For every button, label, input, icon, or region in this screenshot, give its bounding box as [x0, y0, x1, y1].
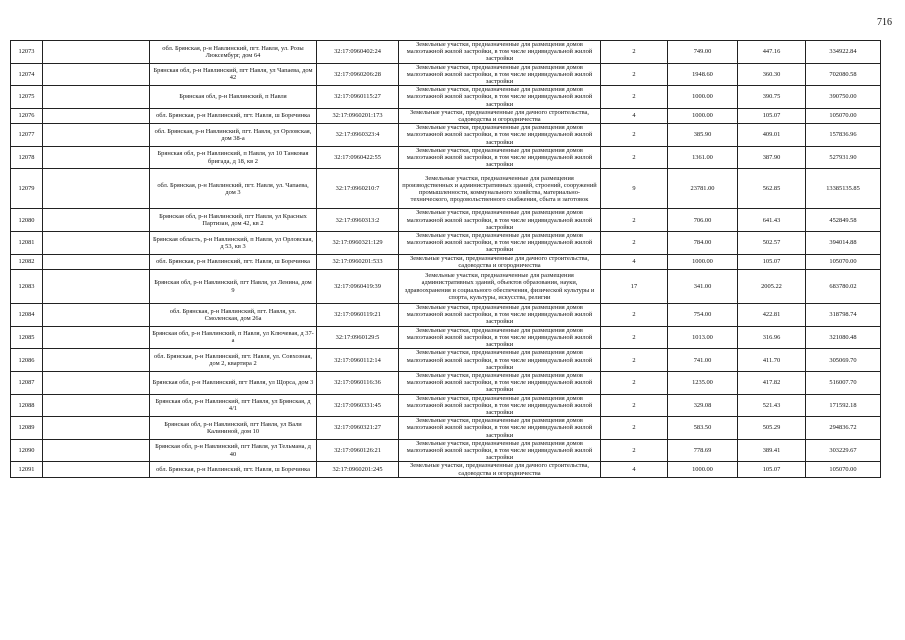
cell-cadastral-number: 32:17:0960129:5 [317, 326, 399, 349]
cell-use-group: 2 [601, 417, 668, 440]
cell-permitted-use: Земельные участки, предназначенные для размещения домов малоэтажной жилой застройки, в том числе индивидуальной жилой застройки [399, 326, 601, 349]
cell-blank [43, 371, 150, 394]
cell-blank [43, 394, 150, 417]
cell-specific-value: 422.81 [738, 304, 806, 327]
cell-cadastral-number: 32:17:0960331:45 [317, 394, 399, 417]
cell-permitted-use: Земельные участки, предназначенные для дачного строительства, садоводства и огородничества [399, 254, 601, 269]
cell-cadastral-value: 702080.58 [806, 63, 881, 86]
cell-use-group: 2 [601, 63, 668, 86]
cell-blank [43, 462, 150, 477]
table-row [11, 209, 881, 232]
cell-permitted-use: Земельные участки, предназначенные для размещения домов малоэтажной жилой застройки, в том числе индивидуальной жилой застройки [399, 394, 601, 417]
cell-cadastral-number: 32:17:0960201:173 [317, 108, 399, 123]
cell-specific-value: 641.43 [738, 209, 806, 232]
cell-row-number: 12073 [11, 41, 43, 64]
table-row [11, 394, 881, 417]
cell-permitted-use: Земельные участки, предназначенные для размещения домов малоэтажной жилой застройки, в том числе индивидуальной жилой застройки [399, 124, 601, 147]
cell-blank [43, 108, 150, 123]
cell-use-group: 2 [601, 394, 668, 417]
cell-cadastral-value: 157836.96 [806, 124, 881, 147]
cell-row-number: 12091 [11, 462, 43, 477]
cell-use-group: 4 [601, 254, 668, 269]
cell-blank [43, 41, 150, 64]
table-row [11, 349, 881, 372]
cell-area: 749.00 [668, 41, 738, 64]
cell-cadastral-value: 105070.00 [806, 254, 881, 269]
cell-blank [43, 146, 150, 169]
cell-blank [43, 254, 150, 269]
cell-specific-value: 387.90 [738, 146, 806, 169]
cell-cadastral-number: 32:17:0960210:7 [317, 169, 399, 209]
cell-permitted-use: Земельные участки, предназначенные для размещения административных зданий, объектов образования, науки, здравоохранения и социального обеспечения, физической культуры и спорта, культуры, искусства, религии [399, 270, 601, 304]
cell-row-number: 12081 [11, 232, 43, 255]
cell-specific-value: 409.01 [738, 124, 806, 147]
cell-row-number: 12089 [11, 417, 43, 440]
table-row [11, 124, 881, 147]
cell-cadastral-value: 171592.18 [806, 394, 881, 417]
cell-area: 1000.00 [668, 86, 738, 109]
cell-specific-value: 411.70 [738, 349, 806, 372]
cell-specific-value: 105.07 [738, 462, 806, 477]
cell-use-group: 17 [601, 270, 668, 304]
cell-area: 784.00 [668, 232, 738, 255]
cell-use-group: 2 [601, 349, 668, 372]
cell-area: 385.90 [668, 124, 738, 147]
cell-specific-value: 105.07 [738, 108, 806, 123]
cell-address: Брянская обл, р-н Навлинский, пгт Навля, ул Чапаева, дом 42 [150, 63, 317, 86]
cell-permitted-use: Земельные участки, предназначенные для размещения домов малоэтажной жилой застройки, в том числе индивидуальной жилой застройки [399, 86, 601, 109]
cell-cadastral-value: 334922.84 [806, 41, 881, 64]
cell-cadastral-value: 452849.58 [806, 209, 881, 232]
cell-row-number: 12082 [11, 254, 43, 269]
cell-area: 329.08 [668, 394, 738, 417]
cell-cadastral-number: 32:17:0960201:245 [317, 462, 399, 477]
cell-blank [43, 270, 150, 304]
table-row [11, 86, 881, 109]
cell-use-group: 2 [601, 124, 668, 147]
cell-area: 1013.00 [668, 326, 738, 349]
cell-cadastral-number: 32:17:0960419:39 [317, 270, 399, 304]
cell-cadastral-number: 32:17:0960321:27 [317, 417, 399, 440]
cell-permitted-use: Земельные участки, предназначенные для дачного строительства, садоводства и огородничества [399, 462, 601, 477]
cell-blank [43, 124, 150, 147]
table-row [11, 254, 881, 269]
cell-specific-value: 390.75 [738, 86, 806, 109]
cell-address: обл. Брянская, р-н Навлинский, пгт. Навля, ул. Розы Люксембург, дом 64 [150, 41, 317, 64]
cell-row-number: 12078 [11, 146, 43, 169]
cell-area: 1361.00 [668, 146, 738, 169]
cell-address: обл. Брянская, р-н Навлинский, пгт. Навля, ул. Чапаева, дом 3 [150, 169, 317, 209]
cell-address: Брянская обл, р-н Навлинский, пгт Навля, ул Красных Партизан, дом 42, кв 2 [150, 209, 317, 232]
cell-cadastral-number: 32:17:0960116:36 [317, 371, 399, 394]
cell-cadastral-value: 294836.72 [806, 417, 881, 440]
cell-permitted-use: Земельные участки, предназначенные для размещения домов малоэтажной жилой застройки, в том числе индивидуальной жилой застройки [399, 63, 601, 86]
cell-address: обл. Брянская, р-н Навлинский, пгт. Навля, ш Боречинка [150, 254, 317, 269]
table-row [11, 63, 881, 86]
cell-cadastral-value: 105070.00 [806, 108, 881, 123]
cell-cadastral-number: 32:17:0960126:21 [317, 439, 399, 462]
cell-row-number: 12076 [11, 108, 43, 123]
table-row [11, 146, 881, 169]
table-row [11, 439, 881, 462]
cell-address: Брянская обл, р-н Навлинский, пгт Навля, ул Щорса, дом 3 [150, 371, 317, 394]
cell-address: обл. Брянская, р-н Навлинский, пгт. Навля, ш Боречинка [150, 108, 317, 123]
table-row [11, 304, 881, 327]
cell-area: 778.69 [668, 439, 738, 462]
cell-permitted-use: Земельные участки, предназначенные для размещения домов малоэтажной жилой застройки, в том числе индивидуальной жилой застройки [399, 41, 601, 64]
cell-address: Брянская обл, р-н Навлинский, п Навля, ул Ключевая, д 37-а [150, 326, 317, 349]
cell-use-group: 2 [601, 209, 668, 232]
cell-permitted-use: Земельные участки, предназначенные для размещения домов малоэтажной жилой застройки, в том числе индивидуальной жилой застройки [399, 371, 601, 394]
cell-cadastral-value: 305069.70 [806, 349, 881, 372]
table-row [11, 326, 881, 349]
cell-cadastral-value: 516007.70 [806, 371, 881, 394]
page-number: 716 [877, 17, 892, 28]
cell-cadastral-value: 527931.90 [806, 146, 881, 169]
cell-permitted-use: Земельные участки, предназначенные для размещения домов малоэтажной жилой застройки, в том числе индивидуальной жилой застройки [399, 146, 601, 169]
cell-specific-value: 505.29 [738, 417, 806, 440]
cell-area: 583.50 [668, 417, 738, 440]
cell-permitted-use: Земельные участки, предназначенные для размещения домов малоэтажной жилой застройки, в том числе индивидуальной жилой застройки [399, 349, 601, 372]
cell-address: обл. Брянская, р-н Навлинский, пгт. Навля, ул. Совхозная, дом 2, квартира 2 [150, 349, 317, 372]
cell-blank [43, 169, 150, 209]
cell-area: 741.00 [668, 349, 738, 372]
cell-area: 341.00 [668, 270, 738, 304]
registry-body [11, 41, 881, 478]
cell-specific-value: 2005.22 [738, 270, 806, 304]
cell-cadastral-value: 390750.00 [806, 86, 881, 109]
cell-permitted-use: Земельные участки, предназначенные для размещения домов малоэтажной жилой застройки, в том числе индивидуальной жилой застройки [399, 304, 601, 327]
cell-permitted-use: Земельные участки, предназначенные для размещения производственных и административных зданий, строений, сооружений промышленности, коммунального хозяйства, материально-технического, продовольственного снабжения, сбыта и заготовок [399, 169, 601, 209]
cell-cadastral-number: 32:17:0960402:24 [317, 41, 399, 64]
cell-use-group: 4 [601, 462, 668, 477]
cell-permitted-use: Земельные участки, предназначенные для размещения домов малоэтажной жилой застройки, в том числе индивидуальной жилой застройки [399, 417, 601, 440]
table-row [11, 417, 881, 440]
cell-blank [43, 326, 150, 349]
cell-row-number: 12090 [11, 439, 43, 462]
cell-cadastral-value: 394014.88 [806, 232, 881, 255]
cell-cadastral-number: 32:17:0960115:27 [317, 86, 399, 109]
cell-row-number: 12077 [11, 124, 43, 147]
cell-use-group: 2 [601, 371, 668, 394]
table-row [11, 41, 881, 64]
cell-row-number: 12074 [11, 63, 43, 86]
cell-cadastral-number: 32:17:0960321:129 [317, 232, 399, 255]
cell-cadastral-number: 32:17:0960119:21 [317, 304, 399, 327]
cell-address: обл. Брянская, р-н Навлинский, пгт. Навля, ул Орловская, дом 38-а [150, 124, 317, 147]
cell-cadastral-value: 303229.67 [806, 439, 881, 462]
table-row [11, 371, 881, 394]
cell-address: Брянская обл, р-н Навлинский, п Навля, ул 10 Танковая бригада, д 18, кв 2 [150, 146, 317, 169]
cell-blank [43, 439, 150, 462]
cell-specific-value: 502.57 [738, 232, 806, 255]
cell-cadastral-number: 32:17:0960422:55 [317, 146, 399, 169]
cell-specific-value: 105.07 [738, 254, 806, 269]
cell-area: 1000.00 [668, 254, 738, 269]
cell-blank [43, 304, 150, 327]
cell-area: 1000.00 [668, 108, 738, 123]
cell-row-number: 12085 [11, 326, 43, 349]
cell-row-number: 12086 [11, 349, 43, 372]
cell-row-number: 12079 [11, 169, 43, 209]
cell-row-number: 12088 [11, 394, 43, 417]
cell-blank [43, 349, 150, 372]
cell-use-group: 4 [601, 108, 668, 123]
cell-use-group: 9 [601, 169, 668, 209]
cell-area: 1235.00 [668, 371, 738, 394]
cell-cadastral-value: 318798.74 [806, 304, 881, 327]
cell-row-number: 12083 [11, 270, 43, 304]
cell-address: Брянская область, р-н Навлинский, п Навля, ул Орловская, д 53, кв 3 [150, 232, 317, 255]
cell-use-group: 2 [601, 41, 668, 64]
cell-cadastral-value: 105070.00 [806, 462, 881, 477]
cell-permitted-use: Земельные участки, предназначенные для размещения домов малоэтажной жилой застройки, в том числе индивидуальной жилой застройки [399, 232, 601, 255]
cell-specific-value: 417.82 [738, 371, 806, 394]
cell-blank [43, 86, 150, 109]
cell-address: Брянская обл, р-н Навлинский, пгт Навля, ул Вали Калининой, дом 10 [150, 417, 317, 440]
cell-use-group: 2 [601, 86, 668, 109]
cell-row-number: 12084 [11, 304, 43, 327]
cell-cadastral-number: 32:17:0960201:533 [317, 254, 399, 269]
cell-row-number: 12080 [11, 209, 43, 232]
cell-blank [43, 63, 150, 86]
table-row [11, 270, 881, 304]
table-row [11, 462, 881, 477]
land-registry-table [10, 40, 881, 478]
cell-cadastral-value: 683780.02 [806, 270, 881, 304]
cell-area: 1000.00 [668, 462, 738, 477]
cell-cadastral-number: 32:17:0960206:28 [317, 63, 399, 86]
cell-cadastral-value: 321080.48 [806, 326, 881, 349]
cell-cadastral-value: 13385135.85 [806, 169, 881, 209]
cell-cadastral-number: 32:17:0960323:4 [317, 124, 399, 147]
cell-use-group: 2 [601, 326, 668, 349]
cell-permitted-use: Земельные участки, предназначенные для дачного строительства, садоводства и огородничества [399, 108, 601, 123]
cell-blank [43, 232, 150, 255]
cell-cadastral-number: 32:17:0960112:14 [317, 349, 399, 372]
cell-use-group: 2 [601, 304, 668, 327]
cell-blank [43, 417, 150, 440]
cell-address: Брянская обл, р-н Навлинский, пгт Навля, ул Тельмана, д 40 [150, 439, 317, 462]
cell-area: 754.00 [668, 304, 738, 327]
cell-specific-value: 447.16 [738, 41, 806, 64]
cell-cadastral-number: 32:17:0960313:2 [317, 209, 399, 232]
cell-row-number: 12087 [11, 371, 43, 394]
cell-specific-value: 389.41 [738, 439, 806, 462]
cell-use-group: 2 [601, 232, 668, 255]
cell-address: Брянская обл, р-н Навлинский, п Навля [150, 86, 317, 109]
cell-specific-value: 562.85 [738, 169, 806, 209]
cell-specific-value: 521.43 [738, 394, 806, 417]
cell-row-number: 12075 [11, 86, 43, 109]
cell-area: 23781.00 [668, 169, 738, 209]
table-row [11, 232, 881, 255]
cell-area: 706.00 [668, 209, 738, 232]
cell-permitted-use: Земельные участки, предназначенные для размещения домов малоэтажной жилой застройки, в том числе индивидуальной жилой застройки [399, 439, 601, 462]
cell-area: 1948.60 [668, 63, 738, 86]
cell-address: обл. Брянская, р-н Навлинский, пгт. Навля, ш Боречинка [150, 462, 317, 477]
cell-address: Брянская обл, р-н Навлинский, пгт Навля, ул Ленина, дом 9 [150, 270, 317, 304]
table-row [11, 108, 881, 123]
cell-use-group: 2 [601, 439, 668, 462]
cell-address: Брянская обл, р-н Навлинский, пгт Навля, ул Брянская, д 4/1 [150, 394, 317, 417]
cell-specific-value: 316.96 [738, 326, 806, 349]
cell-specific-value: 360.30 [738, 63, 806, 86]
table-row [11, 169, 881, 209]
cell-address: обл. Брянская, р-н Навлинский, пгт. Навля, ул. Смоленская, дом 26а [150, 304, 317, 327]
cell-permitted-use: Земельные участки, предназначенные для размещения домов малоэтажной жилой застройки, в том числе индивидуальной жилой застройки [399, 209, 601, 232]
cell-blank [43, 209, 150, 232]
cell-use-group: 2 [601, 146, 668, 169]
